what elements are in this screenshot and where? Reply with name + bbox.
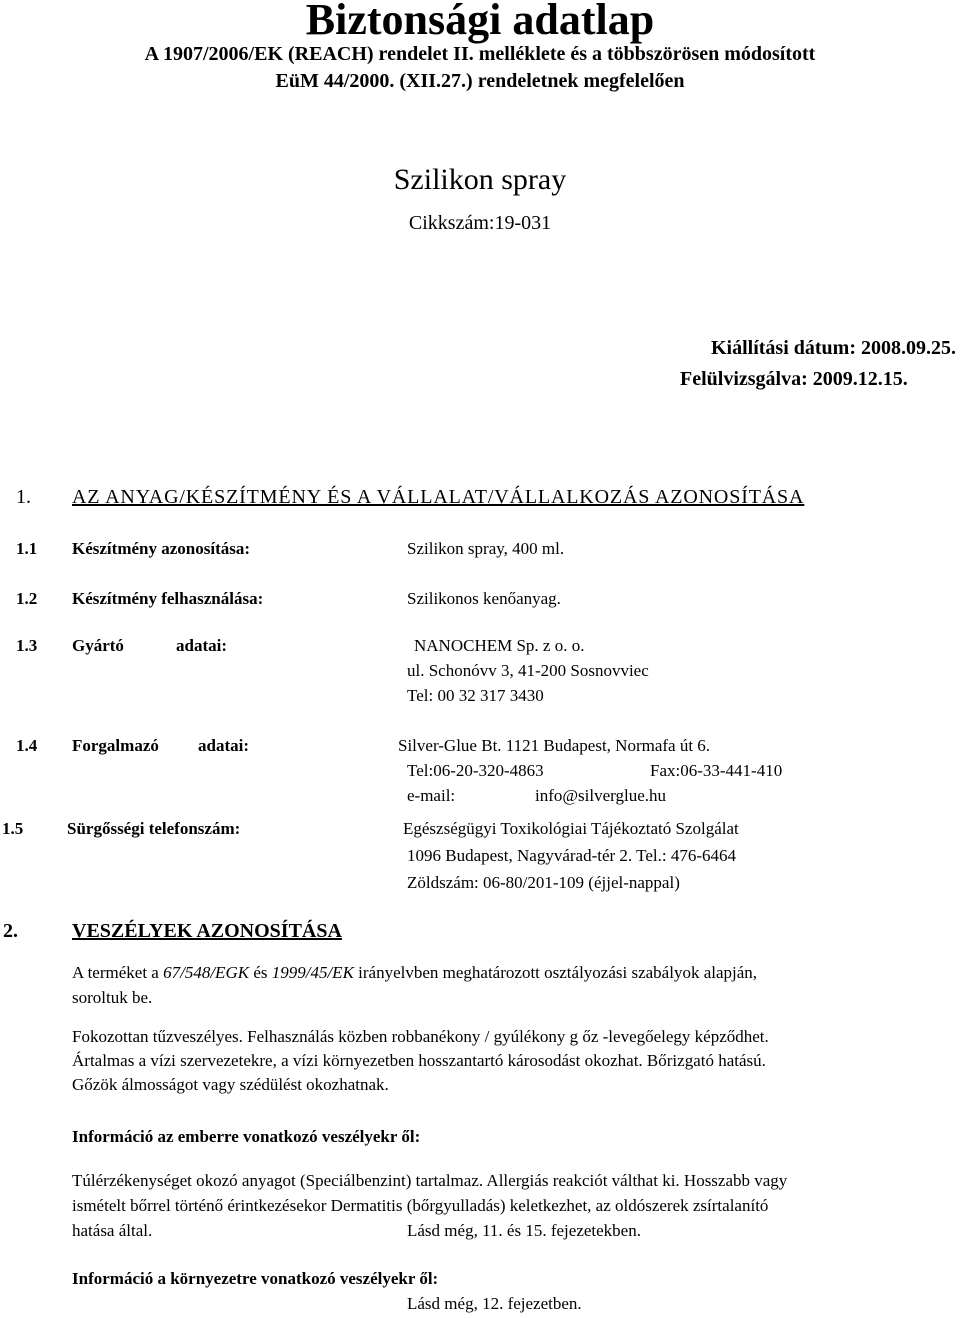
item-1-2-number: 1.2: [16, 589, 38, 608]
hazard-text-line-3: Gőzök álmosságot vagy szédülést okozhatnak.: [72, 1075, 389, 1094]
item-1-3-label-a: Gyártó: [72, 636, 124, 655]
item-1-2-label: Készítmény felhasználása:: [72, 589, 264, 608]
item-1-3-label-b: adatai:: [176, 636, 227, 655]
manufacturer-name: NANOCHEM Sp. z o. o.: [414, 636, 585, 655]
human-hazard-line-3b: Lásd még, 11. és 15. fejezetekben.: [407, 1221, 641, 1240]
emergency-service-name: Egészségügyi Toxikológiai Tájékoztató Szolgálat: [403, 819, 739, 838]
section-1-heading: AZ ANYAG/KÉSZÍTMÉNY ÉS A VÁLLALAT/VÁLLALKOZÁS AZONOSÍTÁSA: [72, 486, 805, 508]
environment-hazard-reference: Lásd még, 12. fejezetben.: [407, 1294, 582, 1313]
human-hazard-line-1: Túlérzékenységet okozó anyagot (Speciálbenzint) tartalmaz. Allergiás reakciót válthat ki. Hosszabb vagy: [72, 1171, 788, 1190]
classification-text-line-2: soroltuk be.: [72, 988, 153, 1007]
human-hazard-heading: Információ az emberre vonatkozó veszélyekr ől:: [72, 1127, 421, 1146]
section-1-number: 1.: [16, 486, 31, 508]
emergency-green-number: Zöldszám: 06-80/201-109 (éjjel-nappal): [407, 873, 680, 892]
item-1-3-number: 1.3: [16, 636, 38, 655]
item-1-5-label: Sürgősségi telefonszám:: [67, 819, 241, 838]
distributor-name-address: Silver-Glue Bt. 1121 Budapest, Normafa út 6.: [398, 736, 711, 755]
issue-date: Kiállítási dátum: 2008.09.25.: [710, 337, 956, 359]
item-1-1-label: Készítmény azonosítása:: [72, 539, 251, 558]
revised-date: Felülvizsgálva: 2009.12.15.: [680, 368, 908, 390]
distributor-phone: Tel:06-20-320-4863: [407, 761, 544, 780]
section-2-heading: VESZÉLYEK AZONOSÍTÁSA: [72, 920, 342, 942]
distributor-email: info@silverglue.hu: [535, 786, 667, 805]
regulation-line-2: EüM 44/2000. (XII.27.) rendeletnek megfelelően: [275, 70, 685, 92]
item-1-4-label-a: Forgalmazó: [72, 736, 159, 755]
item-1-5-number: 1.5: [2, 819, 24, 838]
human-hazard-line-3a: hatása által.: [72, 1221, 153, 1240]
item-1-1-number: 1.1: [16, 539, 38, 558]
hazard-text-line-2: Ártalmas a vízi szervezetekre, a vízi környezetben hosszantartó károsodást okozhat. Bőrizgató hatású.: [72, 1051, 766, 1070]
document-title: Biztonsági adatlap: [305, 0, 655, 44]
classification-text-line-1: A terméket a 67/548/EGK és 1999/45/EK irányelvben meghatározott osztályozási szabályok alapján,: [72, 963, 758, 982]
item-1-2-value: Szilikonos kenőanyag.: [407, 589, 561, 608]
distributor-email-label: e-mail:: [407, 786, 456, 805]
section-2-number: 2.: [3, 920, 18, 942]
hazard-text-line-1: Fokozottan tűzveszélyes. Felhasználás közben robbanékony / gyúlékony g őz -levegőelegy képződhet.: [72, 1027, 769, 1046]
emergency-service-address: 1096 Budapest, Nagyvárad-tér 2. Tel.: 476-6464: [407, 846, 736, 865]
manufacturer-phone: Tel: 00 32 317 3430: [407, 686, 544, 705]
item-1-1-value: Szilikon spray, 400 ml.: [407, 539, 565, 558]
item-1-4-label-b: adatai:: [198, 736, 249, 755]
environment-hazard-heading: Információ a környezetre vonatkozó veszélyekr ől:: [72, 1269, 439, 1288]
product-name: Szilikon spray: [393, 163, 567, 196]
human-hazard-line-2: ismételt bőrrel történő érintkezésekor Dermatitis (bőrgyulladás) keletkezhet, az oldószerek zsírtalanító: [72, 1196, 769, 1215]
distributor-fax: Fax:06-33-441-410: [650, 761, 783, 780]
manufacturer-address: ul. Schonóvv 3, 41-200 Sosnovviec: [407, 661, 649, 680]
regulation-line-1: A 1907/2006/EK (REACH) rendelet II. melléklete és a többszörösen módosított: [144, 43, 816, 65]
item-1-4-number: 1.4: [16, 736, 38, 755]
article-number: Cikkszám:19-031: [408, 212, 552, 234]
